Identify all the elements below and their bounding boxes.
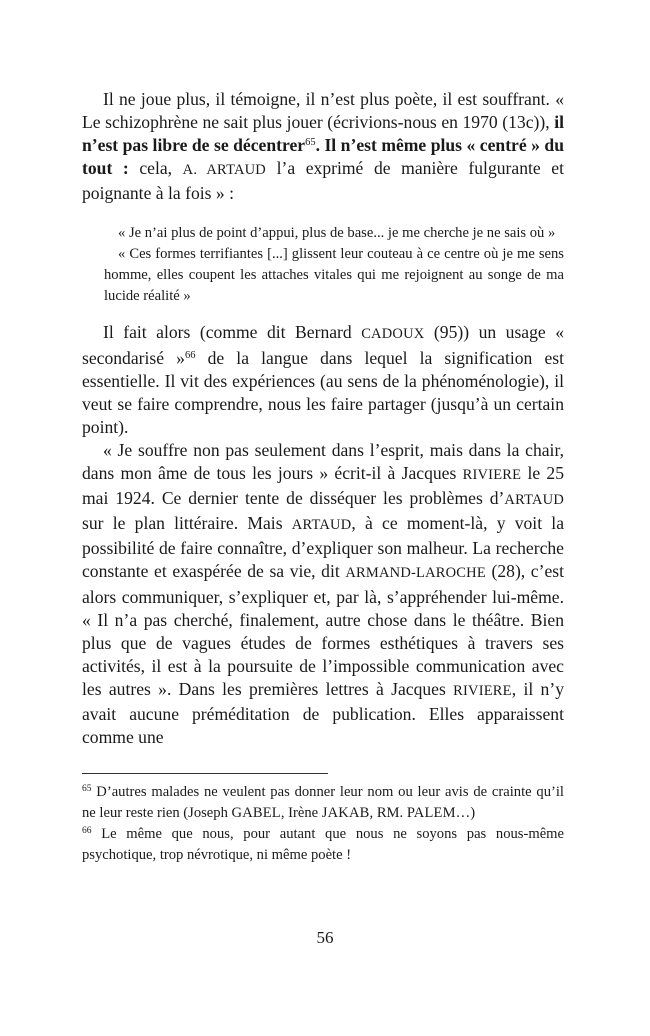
p1-bold-a: il n’est pas libre de se décentrer [82, 112, 564, 156]
footnote-separator [82, 773, 328, 774]
p3-text-b: le 25 mai 1924. Ce dernier tente de disséquer les problèmes d’ [82, 463, 565, 509]
footnote-text: Le même que nous, pour autant que nous ne soyons pas nous-même psychotique, trop névrotique, ni même poète ! [82, 826, 564, 864]
p1-text-a: Il ne joue plus, il témoigne, il n’est plus poète, il est souffrant. « Le schizophrène ne sait plus jouer (écrivions-nous en 1970 (13c)), [82, 89, 564, 133]
paragraph-3 [82, 439, 564, 749]
footnote-text: …) [455, 805, 476, 822]
author-name-artaud: ARTAUD [504, 492, 564, 509]
p1-bold-b: . Il n’est même plus « centré » du tout : [82, 135, 564, 179]
p2-text-a: Il fait alors (comme dit Bernard [103, 322, 362, 343]
quote-line-1: « Je n’ai plus de point d’appui, plus de base... je me cherche je ne sais où » [118, 225, 556, 242]
p3-text-d: , à ce moment-là, y voit la possibilité de faire connaître, d’expliquer son malheur. La recherche constante et exaspérée de sa vie, dit [82, 513, 565, 582]
footnote-66 [82, 824, 564, 866]
p1-text-c: cela, [128, 158, 183, 179]
author-name-riviere: RIVIERE [462, 467, 522, 484]
footnote-ref-66[interactable]: 66 [184, 349, 196, 361]
page-body [82, 88, 564, 866]
footnote-text: , RM. [369, 805, 407, 822]
paragraph-2 [82, 321, 564, 438]
footnote-text: D’autres malades ne veulent pas donner leur nom ou leur avis de crainte qu’il ne leur reste rien (Joseph [82, 784, 564, 822]
p2-text-b: (95)) un usage « secondarisé » [82, 322, 564, 368]
author-name-artaud: ARTAUD [291, 517, 352, 534]
footnote-number: 65 [82, 784, 92, 795]
author-name-jakab: JAKAB [321, 805, 370, 822]
p1-text-d: l’a exprimé de manière fulgurante et poignante à la fois » : [82, 158, 564, 204]
p3-text-e: (28), c’est alors communiquer, s’expliquer et, par là, s’appréhender lui-même. « Il n’a pas cherché, finalement, autre chose dans le théâtre. Bien plus que de vagues études de formes esthétiques à travers ses activités, il est à la poursuite de l’impossible communication avec les autres ». Dans les premières lettres à Jacques [82, 561, 565, 699]
author-name-artaud: ARTAUD [206, 162, 266, 179]
footnote-65 [82, 782, 564, 824]
p3-text-c: sur le plan littéraire. Mais [82, 513, 292, 534]
paragraph-1 [82, 88, 564, 205]
quote-line-2: « Ces formes terrifiantes [...] glissent leur couteau à ce centre où je me sens homme, elles coupent les attaches vitales qui me rejoignent au songe de ma lucide réalité » [104, 246, 564, 305]
author-name-armand-laroche: ARMAND-LAROCHE [345, 565, 486, 582]
footnote-ref-65[interactable]: 65 [305, 137, 316, 149]
author-name-cadoux: CADOUX [361, 326, 425, 343]
p3-text-f: , il n’y avait aucune préméditation de publication. Elles apparaissent comme une [82, 678, 564, 748]
block-quote [104, 223, 564, 307]
author-name-riviere: RIVIERE [453, 682, 512, 699]
page-number: 56 [316, 928, 334, 947]
footnote-text: , Irène [280, 805, 322, 822]
p2-text-c: de la langue dans lequel la signification est essentielle. Il vit des expériences (au sens de la phénoménologie), il veut se faire comprendre, nous les faire partager (jusqu’à un certain point). [82, 347, 564, 437]
footnote-number: 66 [82, 826, 92, 837]
p3-text-a: « Je souffre non pas seulement dans l’esprit, mais dans la chair, dans mon âme de tous les jours » écrit-il à Jacques [82, 439, 564, 484]
author-initial: A. [182, 162, 207, 179]
author-name-palem: PALEM [406, 805, 456, 822]
author-name-gabel: GABEL [231, 805, 281, 822]
